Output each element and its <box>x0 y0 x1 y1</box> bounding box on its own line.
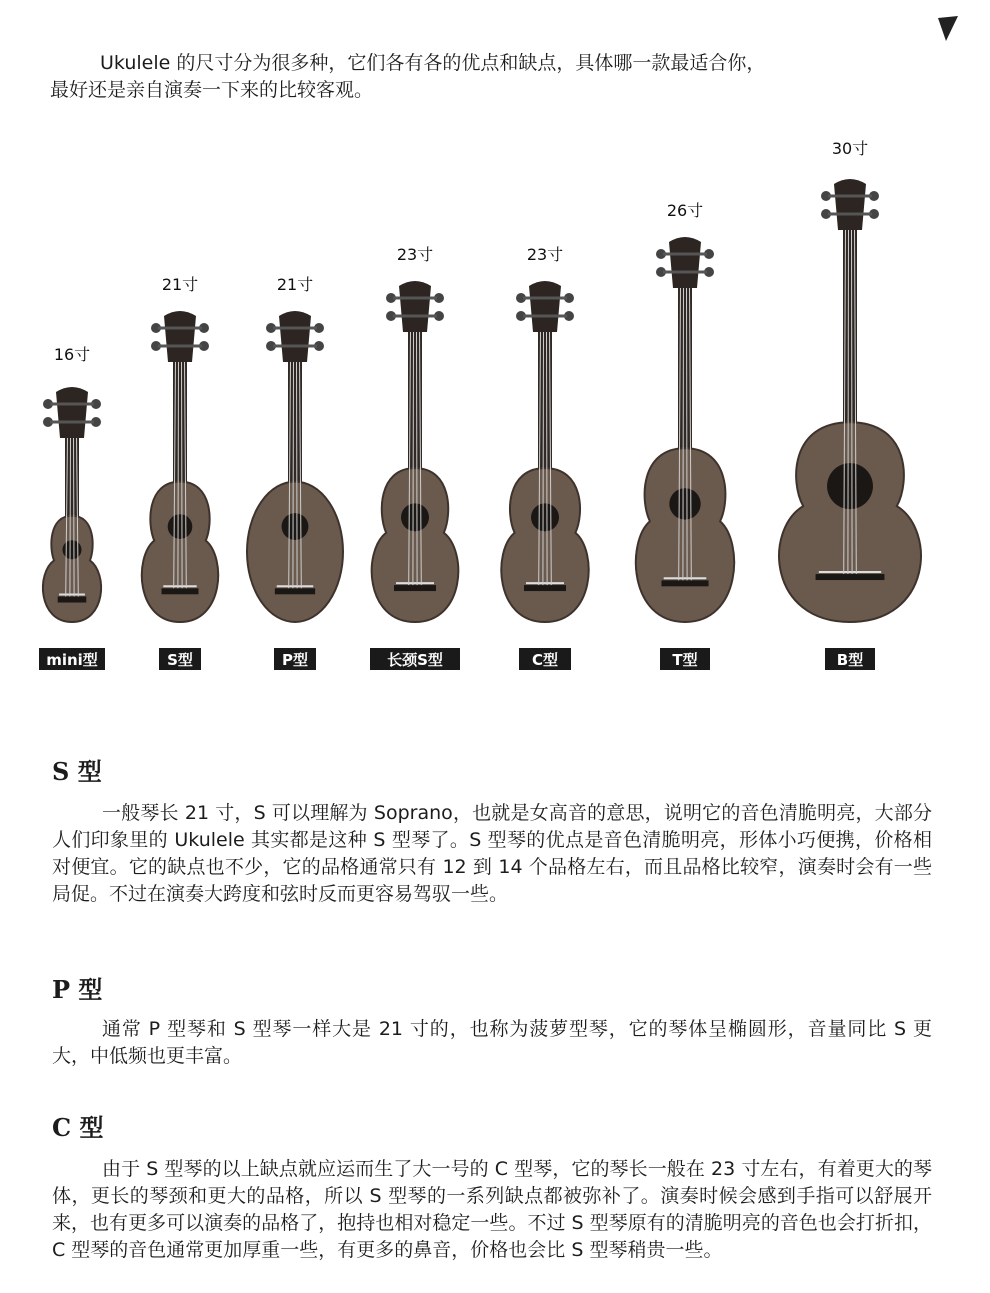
ukulele-sound-hole <box>282 513 309 540</box>
ukulele-headstock <box>56 387 88 438</box>
ukulele-headstock <box>669 237 701 288</box>
ukulele-body <box>501 468 588 622</box>
ukulele-body <box>247 482 343 622</box>
ukulele-bridge <box>162 588 199 594</box>
intro-line-2: 最好还是亲自演奏一下来的比较客观。 <box>50 79 374 101</box>
ukulele-type-label: P型 <box>282 651 308 669</box>
ukulele-1 <box>39 345 105 670</box>
ukulele-4 <box>370 245 460 670</box>
ukulele-bridge <box>275 588 315 594</box>
ukulele-size-label: 21寸 <box>161 275 199 294</box>
ukulele-size-label: 23寸 <box>526 245 564 264</box>
ukulele-bridge <box>58 597 87 603</box>
ukulele-sound-hole <box>401 503 429 531</box>
ukulele-type-label: mini型 <box>46 651 98 669</box>
ukulele-body <box>779 422 921 622</box>
ukulele-bridge <box>394 585 436 591</box>
ukulele-type-label: 长颈S型 <box>387 651 443 669</box>
section-body-s: 一般琴长 21 寸，S 可以理解为 Soprano，也就是女高音的意思，说明它的音色清脆明亮，大部分人们印象里的 Ukulele 其实都是这种 S 型琴了。S 型琴的优点是音色清脆明亮，形体小巧便携，价格相对便宜。它的缺点也不少，它的品格通常只有 12 到 14 个品格左右，而且品格比较窄，演奏时会有一些局促。不过在演奏大跨度和弦时反而更容易驾驭一些。 <box>52 802 932 905</box>
ukulele-sound-hole <box>62 540 81 559</box>
ukulele-sound-hole <box>669 488 700 519</box>
ukulele-sound-hole <box>531 503 559 531</box>
ukulele-body <box>636 448 734 622</box>
ukulele-size-label: 21寸 <box>276 275 314 294</box>
ukulele-type-label: S型 <box>167 651 193 669</box>
ukulele-sound-hole <box>168 514 193 539</box>
ukulele-size-label: 16寸 <box>53 345 91 364</box>
section-title-s: S 型 <box>52 757 102 786</box>
ukulele-2 <box>142 275 218 670</box>
ukulele-body <box>372 468 459 622</box>
ukulele-size-figure <box>0 120 990 690</box>
ukulele-size-label: 26寸 <box>666 201 704 220</box>
ukulele-size-label: 30寸 <box>831 139 869 158</box>
ukulele-type-label: T型 <box>672 651 698 669</box>
ukulele-3 <box>247 275 343 670</box>
section-title-p: P 型 <box>52 975 103 1004</box>
section-body-p: 通常 P 型琴和 S 型琴一样大是 21 寸的，也称为菠萝型琴，它的琴体呈椭圆形，音量同比 S 更大，中低频也更丰富。 <box>52 1018 932 1067</box>
ukulele-type-label: C型 <box>531 651 559 669</box>
ukulele-type-label: B型 <box>836 651 864 669</box>
ukulele-headstock <box>834 179 866 230</box>
ukulele-bridge <box>524 585 566 591</box>
ukulele-headstock <box>399 281 431 332</box>
ukulele-bridge <box>816 574 885 580</box>
section-title-c: C 型 <box>52 1113 104 1142</box>
ukulele-bridge <box>661 580 708 586</box>
ukulele-6 <box>636 201 734 670</box>
ukulele-size-label: 23寸 <box>396 245 434 264</box>
ukulele-headstock <box>164 311 196 362</box>
ukulele-body <box>142 482 218 622</box>
corner-triangle-mark <box>936 14 960 42</box>
ukulele-headstock <box>279 311 311 362</box>
intro-paragraph <box>50 50 930 104</box>
ukulele-headstock <box>529 281 561 332</box>
ukulele-5 <box>501 245 588 670</box>
ukulele-7 <box>779 139 921 670</box>
ukulele-body <box>43 516 101 622</box>
section-body-c: 由于 S 型琴的以上缺点就应运而生了大一号的 C 型琴，它的琴长一般在 23 寸左右，有着更大的琴体，更长的琴颈和更大的品格，所以 S 型琴的一系列缺点都被弥补了。演奏时候会感到手指可以舒展开来，也有更多可以演奏的品格了，抱持也相对稳定一些。不过 S 型琴原有的清脆明亮的音色也会打折扣，C 型琴的音色通常更加厚重一些，有更多的鼻音，价格也会比 S 型琴稍贵一些。 <box>52 1158 932 1261</box>
ukulele-sound-hole <box>827 463 873 509</box>
intro-line-1: Ukulele 的尺寸分为很多种，它们各有各的优点和缺点，具体哪一款最适合你， <box>100 52 766 74</box>
